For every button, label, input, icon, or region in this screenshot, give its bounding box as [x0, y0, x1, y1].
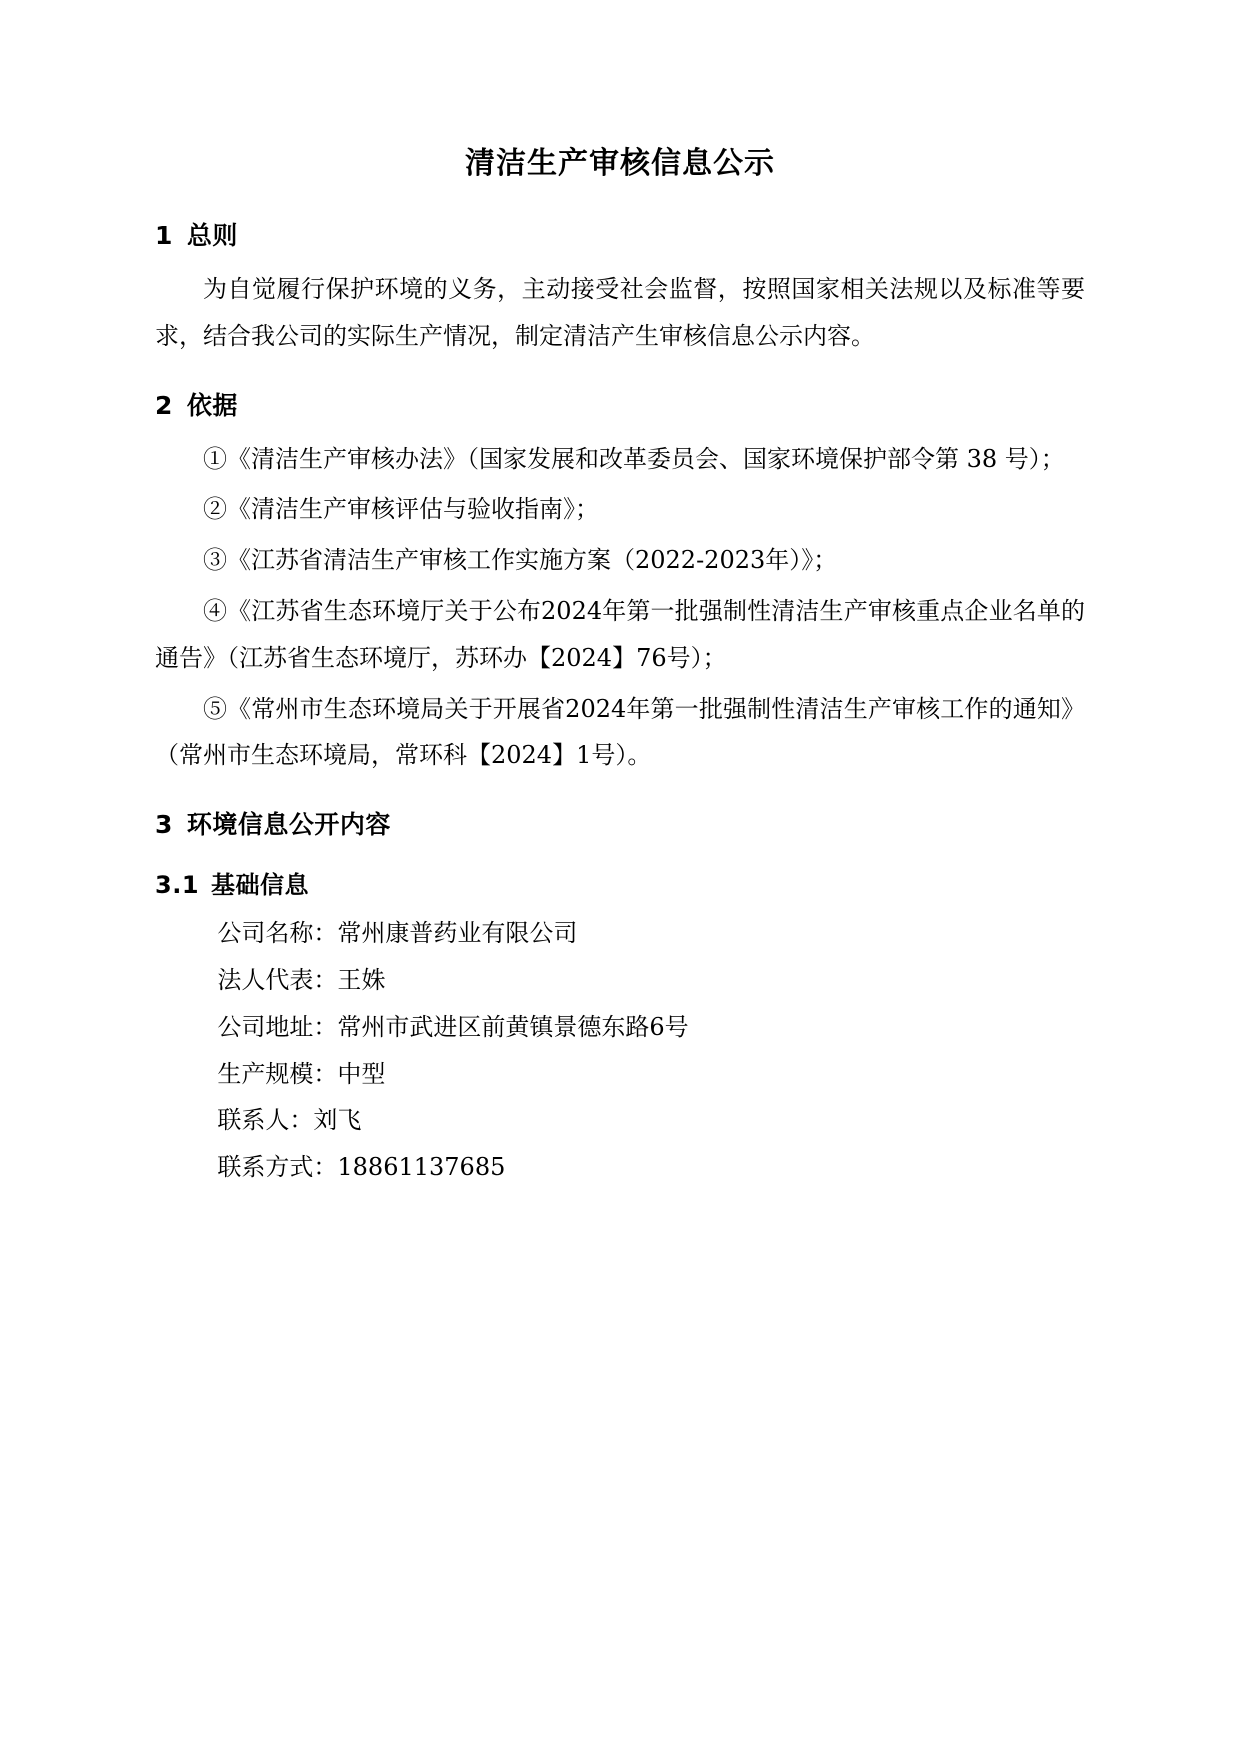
- section-title-2: 依据: [186, 390, 238, 420]
- section-2-paragraph-1: ①《清洁生产审核办法》（国家发展和改革委员会、国家环境保护部令第 38 号）；: [203, 444, 1065, 473]
- list-item: [155, 1144, 1085, 1191]
- contact-person-label: 联系人：: [217, 1106, 314, 1135]
- contact-method-value: 18861137685: [337, 1153, 506, 1182]
- company-name-value: 常州康普药业有限公司: [337, 919, 578, 948]
- list-item: [155, 1051, 1085, 1098]
- section-heading-3: [155, 805, 1085, 841]
- basic-information-list: [155, 910, 1085, 1191]
- legal-representative-label: 法人代表：: [217, 965, 338, 994]
- section-title-1: 总则: [186, 221, 238, 250]
- section-title-3: 环境信息公开内容: [186, 810, 391, 840]
- section-number-3: 3: [155, 810, 173, 840]
- section-heading-2: [155, 386, 1085, 422]
- section-number-1: 1: [155, 221, 173, 250]
- production-scale-label: 生产规模：: [217, 1059, 338, 1088]
- contact-person-value: 刘飞: [313, 1106, 362, 1135]
- production-scale-value: 中型: [337, 1059, 386, 1088]
- subsection-number-3-1: 3.1: [155, 871, 200, 900]
- section-2-paragraph-3: ③《江苏省清洁生产审核工作实施方案（2022-2023年）》；: [203, 546, 838, 575]
- contact-method-label: 联系方式：: [217, 1153, 338, 1182]
- section-number-2: 2: [155, 390, 173, 420]
- section-2-paragraph-5: ⑤《常州市生态环境局关于开展省2024年第一批强制性清洁生产审核工作的通知》（常州市生态环境局，常环科【2024】1号）。: [155, 694, 1085, 770]
- legal-representative-value: 王姝: [337, 965, 386, 994]
- company-address-label: 公司地址：: [217, 1012, 338, 1041]
- section-2-paragraph-2: ②《清洁生产审核评估与验收指南》；: [203, 495, 599, 524]
- list-item: [155, 1004, 1085, 1051]
- list-item: [155, 910, 1085, 957]
- section-heading-1: [155, 216, 1085, 252]
- subsection-heading-3-1: [155, 865, 1085, 900]
- list-item: [155, 1097, 1085, 1144]
- subsection-title-3-1: 基础信息: [211, 871, 310, 900]
- company-name-label: 公司名称：: [217, 919, 338, 948]
- list-item: [155, 957, 1085, 1004]
- section-1-paragraph-1: 为自觉履行保护环境的义务，主动接受社会监督，按照国家相关法规以及标准等要求，结合我公司的实际生产情况，制定清洁产生审核信息公示内容。: [155, 275, 1085, 350]
- section-2-paragraph-4: ④《江苏省生态环境厅关于公布2024年第一批强制性清洁生产审核重点企业名单的通告》（江苏省生态环境厅，苏环办【2024】76号）；: [155, 596, 1085, 672]
- company-address-value: 常州市武进区前黄镇景德东路6号: [337, 1012, 689, 1041]
- page-title: 清洁生产审核信息公示: [465, 146, 775, 181]
